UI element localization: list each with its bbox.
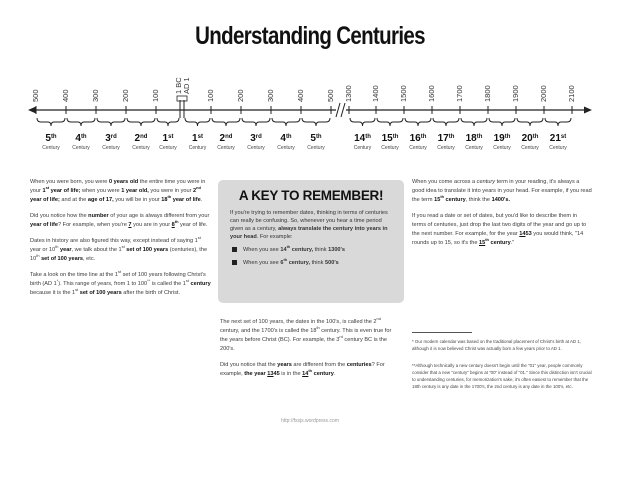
century-label-late: [438, 133, 455, 144]
brace-late: [489, 118, 515, 126]
brace-bc: [127, 118, 155, 126]
century-word: Century: [521, 145, 539, 151]
paragraph-8: If you read a date or set of dates, but you'd like to describe them in terms of centuries, just drop the last two digits of the year and go up to the next number. For example, for the year 1453 you would think, "14 rounds up to 15, so it's the 15th century.": [412, 213, 587, 247]
column-2: [220, 318, 400, 386]
year-label-ad: 500: [326, 89, 335, 102]
brace-bc: [37, 118, 65, 126]
break-mark: [341, 103, 345, 117]
century-label-late: [522, 133, 539, 144]
break-mark: [336, 103, 340, 117]
brace-ad: [272, 118, 300, 126]
century-label-late: [382, 133, 399, 144]
key-box: [218, 180, 404, 303]
key-heading: A KEY TO REMEMBER!: [238, 188, 384, 203]
century-number: 19: [493, 133, 505, 144]
year-label-bc: 200: [121, 89, 130, 102]
century-word: Century: [409, 145, 427, 151]
paragraph-5: The next set of 100 years, the dates in the 100's, is called the 2nd century, and the 1700's is called the 18th century. This is even true for the years before Christ (BC). For example, the 3rd century BC is the 200's.: [220, 316, 392, 353]
century-suffix: th: [50, 134, 57, 140]
year-label-bc: 300: [91, 89, 100, 102]
century-word: Century: [277, 145, 295, 151]
century-number: 5: [310, 133, 316, 144]
year-label-ad1: AD 1: [182, 77, 191, 94]
century-suffix: rd: [255, 134, 262, 140]
year-label-ad: 400: [296, 89, 305, 102]
year-label-ad: 200: [236, 89, 245, 102]
year-label-late: 2100: [567, 85, 576, 102]
century-number: 3: [250, 133, 256, 144]
year-label-late: 1900: [511, 85, 520, 102]
century-suffix: th: [448, 134, 455, 140]
century-word: Century: [353, 145, 372, 151]
century-number: 4: [280, 133, 286, 144]
paragraph-7: When you come across a century term in your reading, it's always a good idea to translate it into years in your head. For example, if you read the term 15th century, think the 1400's.: [412, 179, 592, 204]
century-number: 2: [134, 133, 141, 144]
century-number: 1: [162, 133, 169, 144]
century-word: Century: [72, 145, 90, 151]
century-number: 5: [45, 133, 51, 144]
year-label-1bc: 1 BC: [174, 77, 183, 94]
century-suffix: th: [365, 134, 371, 140]
year-label-late: 1700: [455, 85, 464, 102]
page-title: Understanding Centuries: [195, 22, 425, 50]
century-label-bc: [135, 133, 148, 144]
century-number: 15: [381, 133, 393, 144]
square-bullet-icon: [232, 247, 237, 252]
century-word: Century: [549, 145, 567, 151]
footnote-2: **Although technically a new century doesn't begin until the "01" year, people commonly consider that a new "century" begins at "00" instead of "01." Since this distinction isn't crucial to understanding centuries, for memorization's sake, it's often easiest to remember that the 18th century is any date in the 1700's, the 2nd century is any date in the 100's, etc.: [412, 363, 592, 390]
key-bullets: [232, 244, 404, 267]
year-label-late: 1500: [399, 85, 408, 102]
year-label-late: 1600: [427, 85, 436, 102]
century-label-ad: [280, 133, 292, 144]
brace-bc: [67, 118, 95, 126]
century-word: Century: [188, 145, 207, 151]
century-suffix: th: [285, 134, 292, 140]
year-label-late: 2000: [539, 85, 548, 102]
century-label-bc: [45, 133, 57, 144]
century-label-late: [550, 133, 566, 144]
century-suffix: th: [532, 134, 539, 140]
paragraph-4: Take a look on the time line at the 1st set of 100 years following Christ's birth (AD 1*). This range of years, from 1 to 100** is called the 1st century because it is the 1st set of 100 years after the birth of Christ.: [30, 269, 211, 297]
century-suffix: th: [420, 134, 427, 140]
century-word: Century: [307, 145, 325, 151]
brace-late: [433, 118, 459, 126]
century-number: 3: [105, 133, 111, 144]
brace-late: [350, 118, 375, 126]
century-number: 17: [437, 133, 449, 144]
brace-late: [517, 118, 543, 126]
key-bullet: When you see 6th century, think 500's: [232, 260, 404, 266]
century-number: 14: [354, 133, 366, 144]
arrow-left-icon: [28, 107, 36, 114]
column-3: [412, 178, 592, 255]
year-label-ad: 100: [206, 89, 215, 102]
century-label-ad: [192, 133, 203, 144]
brace-bc: [157, 118, 179, 126]
year-label-late: 1400: [371, 85, 380, 102]
footnote-1: * Our modern calendar was based on the traditional placement of Christ's birth at AD 1, although it is now believed Christ was actually born a few years prior to AD 1.: [412, 339, 581, 352]
century-suffix: st: [197, 134, 203, 140]
paragraph-6: Did you notice that the years are different from the centuries? For example, the year 1345 is in the 14th century.: [220, 362, 385, 378]
century-label-late: [466, 133, 483, 144]
century-number: 2: [219, 133, 226, 144]
year-label-bc: 500: [31, 89, 40, 102]
century-number: 16: [409, 133, 421, 144]
century-number: 1: [192, 133, 198, 144]
century-suffix: th: [315, 134, 322, 140]
century-word: Century: [217, 145, 235, 151]
century-word: Century: [381, 145, 399, 151]
brace-ad: [242, 118, 270, 126]
year-label-bc: 400: [61, 89, 70, 102]
century-word: Century: [247, 145, 265, 151]
century-number: 18: [465, 133, 477, 144]
brace-ad: [185, 118, 210, 126]
key-bullet: When you see 14th century, think 1300's: [232, 247, 404, 253]
century-word: Century: [42, 145, 60, 151]
square-bullet-icon: [232, 260, 237, 265]
century-word: Century: [132, 145, 150, 151]
century-suffix: nd: [140, 134, 148, 140]
year-label-late: 1800: [483, 85, 492, 102]
century-label-late: [494, 133, 511, 144]
key-intro: If you're trying to remember dates, thinking in terms of centuries can really be confusing. So, whenever you hear a time period given as a century, always translate the century into years in your head. For example:: [230, 210, 388, 241]
century-word: Century: [437, 145, 455, 151]
century-word: Century: [159, 145, 177, 151]
paragraph-1: When you were born, you were 0 years old the entire time you were in your 1st year of life; when you were 1 year old, you were in your 2nd year of life; and at the age of 17, you will be in your 18th year of life.: [30, 179, 206, 204]
century-number: 20: [521, 133, 533, 144]
century-suffix: rd: [110, 134, 117, 140]
brace-ad: [212, 118, 240, 126]
brace-bc: [97, 118, 125, 126]
brace-late: [377, 118, 403, 126]
century-label-late: [410, 133, 427, 144]
century-suffix: th: [392, 134, 399, 140]
paragraph-2: Did you notice how the number of your age is always different from your year of life? For example, when you're 7 you are in your 8th year of life.: [30, 213, 210, 229]
century-number: 4: [75, 133, 81, 144]
century-label-late: [354, 133, 371, 144]
brace-late: [545, 118, 571, 126]
century-label-bc: [105, 133, 117, 144]
footnote-divider: [412, 332, 472, 333]
century-number: 21: [549, 133, 561, 144]
year-label-bc: 100: [151, 89, 160, 102]
century-suffix: st: [168, 134, 174, 140]
century-suffix: th: [80, 134, 87, 140]
paragraph-3: Dates in history are also figured this way, except instead of saying 1st year or 10th year, we talk about the 1st set of 100 years (centuries), the 10th set of 100 years, etc.: [30, 235, 208, 263]
century-suffix: th: [476, 134, 483, 140]
brace-late: [461, 118, 487, 126]
century-suffix: st: [560, 134, 567, 140]
century-suffix: th: [504, 134, 511, 140]
brace-late: [405, 118, 431, 126]
brace-ad: [302, 118, 330, 126]
century-word: Century: [493, 145, 511, 151]
year-label-ad: 300: [266, 89, 275, 102]
source-url: http://fssjs.wordpress.com: [281, 418, 339, 424]
timeline: [0, 60, 620, 165]
century-label-bc: [163, 133, 174, 144]
century-label-bc: [75, 133, 87, 144]
century-label-ad: [250, 133, 262, 144]
century-label-ad: [310, 133, 322, 144]
century-suffix: nd: [225, 134, 233, 140]
century-word: Century: [465, 145, 483, 151]
year-label-late: 1300: [344, 85, 353, 102]
arrow-right-icon: [584, 107, 592, 114]
century-label-ad: [220, 133, 233, 144]
column-1: [30, 178, 212, 306]
center-bracket: [177, 96, 187, 101]
century-word: Century: [102, 145, 120, 151]
